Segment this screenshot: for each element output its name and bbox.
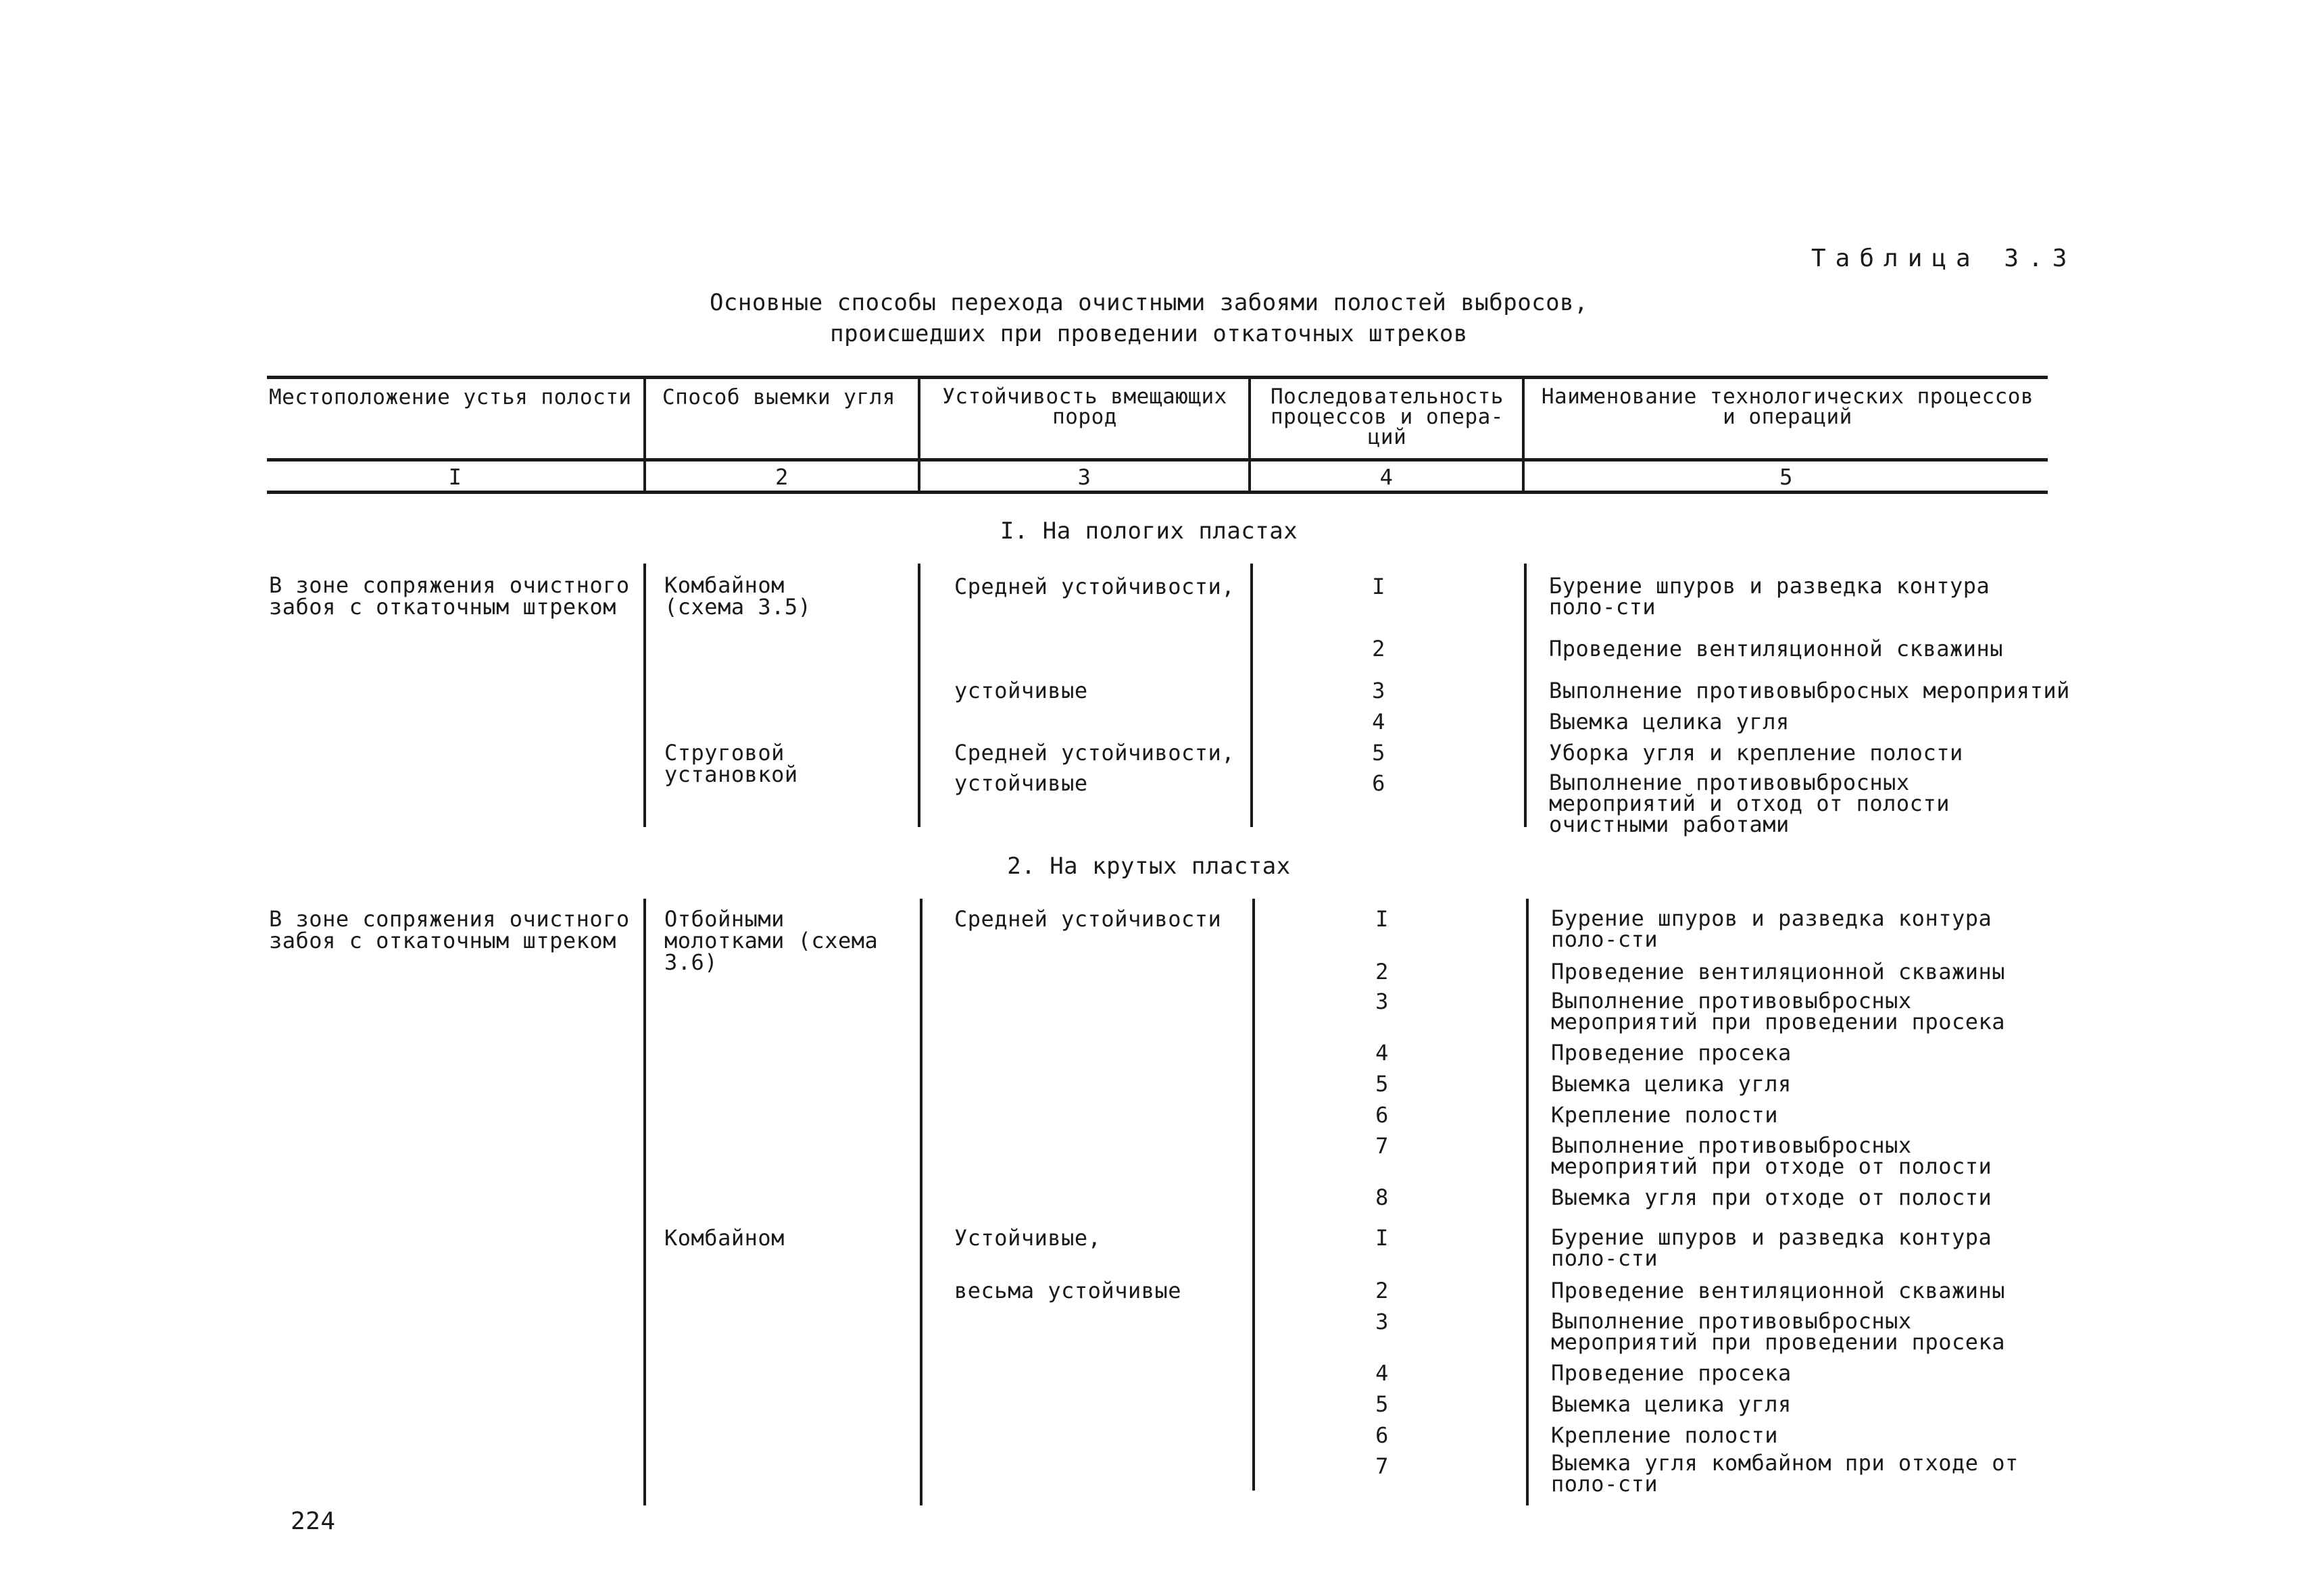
s1-method-combine: Комбайном (схема 3.5) <box>664 572 812 620</box>
s2-step-a: 7 <box>1375 1133 1389 1159</box>
s1-op: Уборка угля и крепление полости <box>1549 740 1963 766</box>
s2-method-combine: Комбайном <box>664 1225 785 1251</box>
header-operations: Наименование технологических процессов и операций <box>1541 384 2034 429</box>
s2-step-a: 6 <box>1375 1102 1389 1128</box>
s2-step-b: I <box>1375 1225 1389 1251</box>
s2-op-a: Проведение вентиляционной скважины <box>1551 959 2006 984</box>
s1-op: Бурение шпуров и разведка контура поло-сти <box>1549 573 1990 620</box>
s1-method-plough: Струговой установкой <box>664 740 798 787</box>
s1-divider-1 <box>643 564 646 827</box>
col-number-1: I <box>448 464 462 490</box>
s2-op-a: Проведение просека <box>1551 1040 1792 1066</box>
s1-divider-3 <box>1250 564 1253 827</box>
table-title-line2: происшедших при проведении откаточных штреков <box>830 320 1468 347</box>
section2-title: 2. На крутых пластах <box>1007 853 1291 880</box>
s1-stability-1: Средней устойчивости, <box>954 574 1235 599</box>
s1-op: Выполнение противовыбросных мероприятий и отход от полости очистными работами <box>1549 770 1950 837</box>
s1-step: 3 <box>1372 678 1385 703</box>
s2-op-b: Проведение просека <box>1551 1360 1792 1386</box>
s1-step: 4 <box>1372 709 1385 734</box>
s2-op-a: Выемка угля при отходе от полости <box>1551 1184 1992 1210</box>
s2-op-b: Проведение вентиляционной скважины <box>1551 1278 2006 1303</box>
s1-step: I <box>1372 574 1385 599</box>
header-top-rule <box>267 376 2048 379</box>
s1-op: Выемка целика угля <box>1549 709 1790 734</box>
s1-stability-3: Средней устойчивости, <box>954 740 1235 766</box>
s2-stability-3: весьма устойчивые <box>954 1278 1182 1303</box>
s2-step-b: 3 <box>1375 1309 1389 1335</box>
s2-step-b: 2 <box>1375 1278 1389 1303</box>
header-location: Местоположение устья полости <box>269 385 632 409</box>
s2-op-b: Крепление полости <box>1551 1422 1779 1448</box>
s2-op-b: Выполнение противовыбросных мероприятий при проведении просека <box>1551 1308 2006 1355</box>
numbers-bottom-rule <box>267 491 2048 494</box>
s2-op-a: Крепление полости <box>1551 1102 1779 1128</box>
s1-op: Выполнение противовыбросных мероприятий <box>1549 678 2070 703</box>
s1-location: В зоне сопряжения очистного забоя с откаточным штреком <box>269 572 630 620</box>
header-bottom-rule <box>267 458 2048 462</box>
s2-divider-3 <box>1252 899 1255 1491</box>
s2-location: В зоне сопряжения очистного забоя с откаточным штреком <box>269 906 630 953</box>
s2-op-a: Бурение шпуров и разведка контура поло-сти <box>1551 905 1992 952</box>
s2-step-b: 6 <box>1375 1422 1389 1448</box>
s2-step-a: I <box>1375 906 1389 932</box>
s2-op-b: Выемка угля комбайном при отходе от поло-сти <box>1551 1450 2019 1497</box>
s2-divider-2 <box>920 899 922 1505</box>
s1-step: 6 <box>1372 770 1385 796</box>
s2-op-a: Выемка целика угля <box>1551 1071 1792 1097</box>
col-number-2: 2 <box>775 464 789 490</box>
s2-op-a: Выполнение противовыбросных мероприятий при проведении просека <box>1551 988 2006 1034</box>
s2-op-a: Выполнение противовыбросных мероприятий при отходе от полости <box>1551 1132 1992 1179</box>
s2-stability-1: Средней устойчивости <box>954 906 1222 932</box>
s2-stability-2: Устойчивые, <box>954 1225 1102 1251</box>
table-label: Таблица 3.3 <box>1811 245 2077 272</box>
header-method: Способ выемки угля <box>662 385 895 409</box>
s1-divider-2 <box>918 564 920 827</box>
page-number: 224 <box>291 1507 336 1535</box>
s2-step-a: 8 <box>1375 1184 1389 1210</box>
s2-divider-1 <box>643 899 646 1505</box>
s2-step-a: 2 <box>1375 959 1389 984</box>
s2-step-a: 3 <box>1375 989 1389 1014</box>
s2-op-b: Выемка целика угля <box>1551 1391 1792 1417</box>
s1-stability-4: устойчивые <box>954 770 1088 796</box>
s1-stability-2: устойчивые <box>954 678 1088 703</box>
s1-divider-4 <box>1524 564 1527 827</box>
header-stability: Устойчивость вмещающих пород <box>942 384 1227 429</box>
s2-step-a: 5 <box>1375 1071 1389 1097</box>
s2-step-b: 4 <box>1375 1360 1389 1386</box>
s1-op: Проведение вентиляционной скважины <box>1549 636 2004 662</box>
s2-op-b: Бурение шпуров и разведка контура поло-сти <box>1551 1224 1992 1271</box>
table-title-line1: Основные способы перехода очистными забоями полостей выбросов, <box>709 289 1589 316</box>
s2-method-hammers: Отбойными молотками (схема 3.6) <box>664 906 879 975</box>
col-number-5: 5 <box>1779 464 1793 490</box>
s1-step: 5 <box>1372 740 1385 766</box>
col-number-4: 4 <box>1379 464 1394 490</box>
s2-divider-4 <box>1526 899 1529 1505</box>
section1-title: I. На пологих пластах <box>1000 518 1298 545</box>
s2-step-a: 4 <box>1375 1040 1389 1066</box>
col-number-3: 3 <box>1077 464 1091 490</box>
s1-step: 2 <box>1372 636 1385 662</box>
s2-step-b: 5 <box>1375 1391 1389 1417</box>
s2-step-b: 7 <box>1375 1453 1389 1479</box>
header-sequence: Последовательность процессов и опера-ций <box>1271 384 1504 449</box>
